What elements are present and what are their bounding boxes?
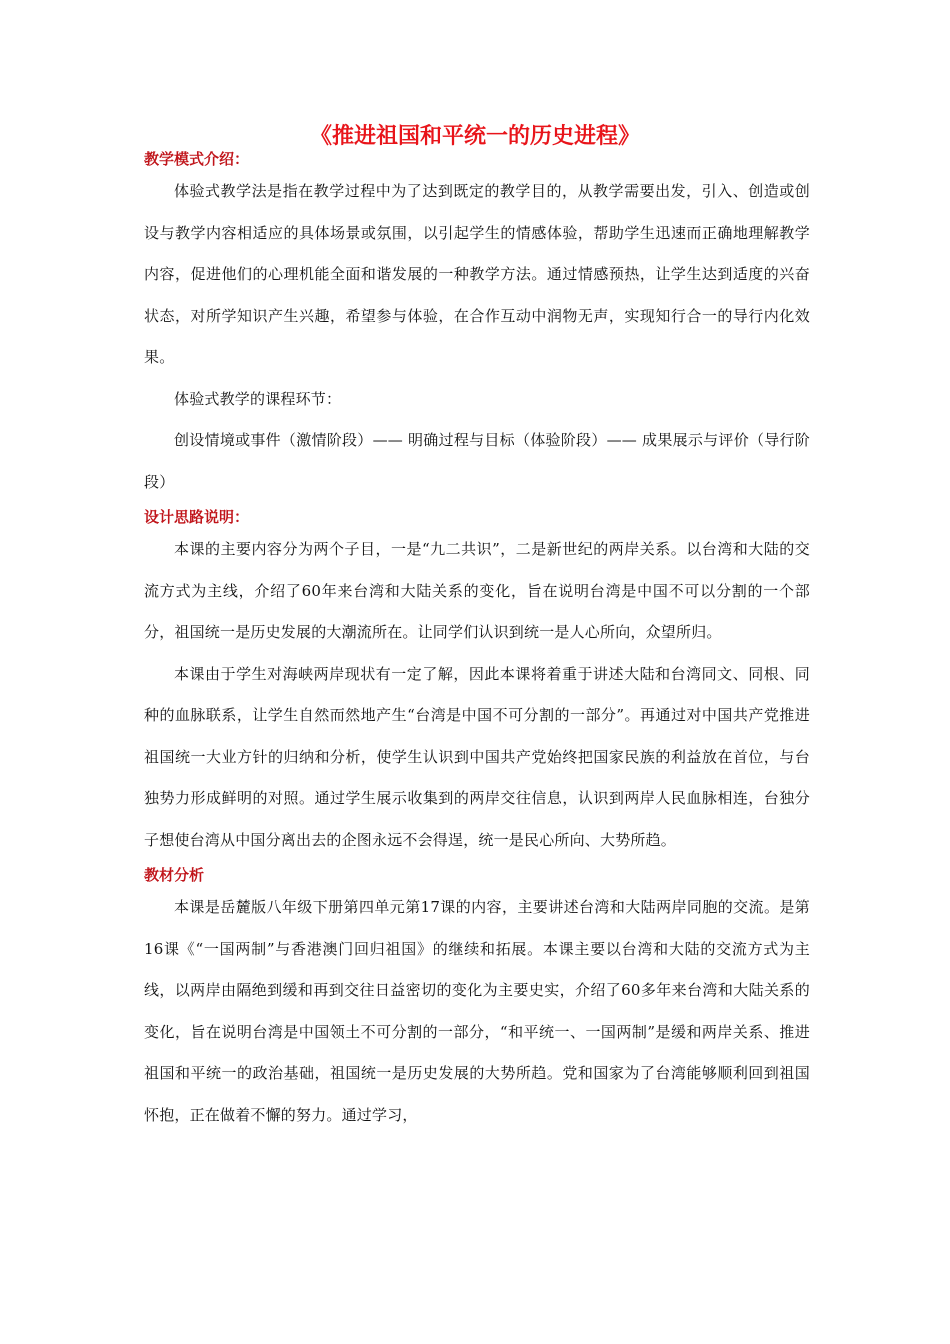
paragraph: 体验式教学的课程环节：	[174, 389, 342, 408]
paragraph: 体验式教学法是指在教学过程中为了达到既定的教学目的，从教学需要出发，引入、创造或创设与教学内容相适应的具体场景或氛围，以引起学生的情感体验，帮助学生迅速而正确地理解教学内容，促进他们的心理机能全面和谐发展的一种教学方法。通过情感预热，让学生达到适度的兴奋状态，对所学知识产生兴趣，希望参与体验，在合作互动中润物无声，实现知行合一的导行内化效果。	[144, 182, 810, 366]
paragraph: 本课的主要内容分为两个子目，一是“九二共识”，二是新世纪的两岸关系。以台湾和大陆的交流方式为主线，介绍了60年来台湾和大陆关系的变化，旨在说明台湾是中国不可以分割的一个部分，祖国统一是历史发展的大潮流所在。让同学们认识到统一是人心所向，众望所归。	[144, 540, 810, 641]
paragraph: 本课由于学生对海峡两岸现状有一定了解，因此本课将着重于讲述大陆和台湾同文、同根、同种的血脉联系，让学生自然而然地产生“台湾是中国不可分割的一部分”。再通过对中国共产党推进祖国统一大业方针的归纳和分析，使学生认识到中国共产党始终把国家民族的利益放在首位，与台独势力形成鲜明的对照。通过学生展示收集到的两岸交往信息，认识到两岸人民血脉相连，台独分子想使台湾从中国分离出去的企图永远不会得逞，统一是民心所向、大势所趋。	[144, 664, 810, 849]
document-title: 《推进祖国和平统一的历史进程》	[309, 124, 640, 149]
paragraph: 本课是岳麓版八年级下册第四单元第17课的内容，主要讲述台湾和大陆两岸同胞的交流。是第16课《“一国两制”与香港澳门回归祖国》的继续和拓展。本课主要以台湾和大陆的交流方式为主线，以两岸由隔绝到缓和再到交往日益密切的变化为主要史实，介绍了60多年来台湾和大陆关系的变化，旨在说明台湾是中国领土不可分割的一部分，“和平统一、一国两制”是缓和两岸关系、推进祖国和平统一的政治基础，祖国统一是历史发展的大势所趋。党和国家为了台湾能够顺利回到祖国怀抱，正在做着不懈的努力。通过学习，	[144, 898, 810, 1124]
paragraph: 创设情境或事件（激情阶段）—— 明确过程与目标（体验阶段）—— 成果展示与评价（导行阶段）	[144, 431, 810, 491]
document-body	[144, 147, 810, 1136]
section-heading-teaching-mode: 教学模式介绍：	[144, 150, 250, 168]
section-heading-design-idea: 设计思路说明：	[144, 508, 250, 526]
section-heading-textbook-analysis: 教材分析	[144, 866, 205, 884]
